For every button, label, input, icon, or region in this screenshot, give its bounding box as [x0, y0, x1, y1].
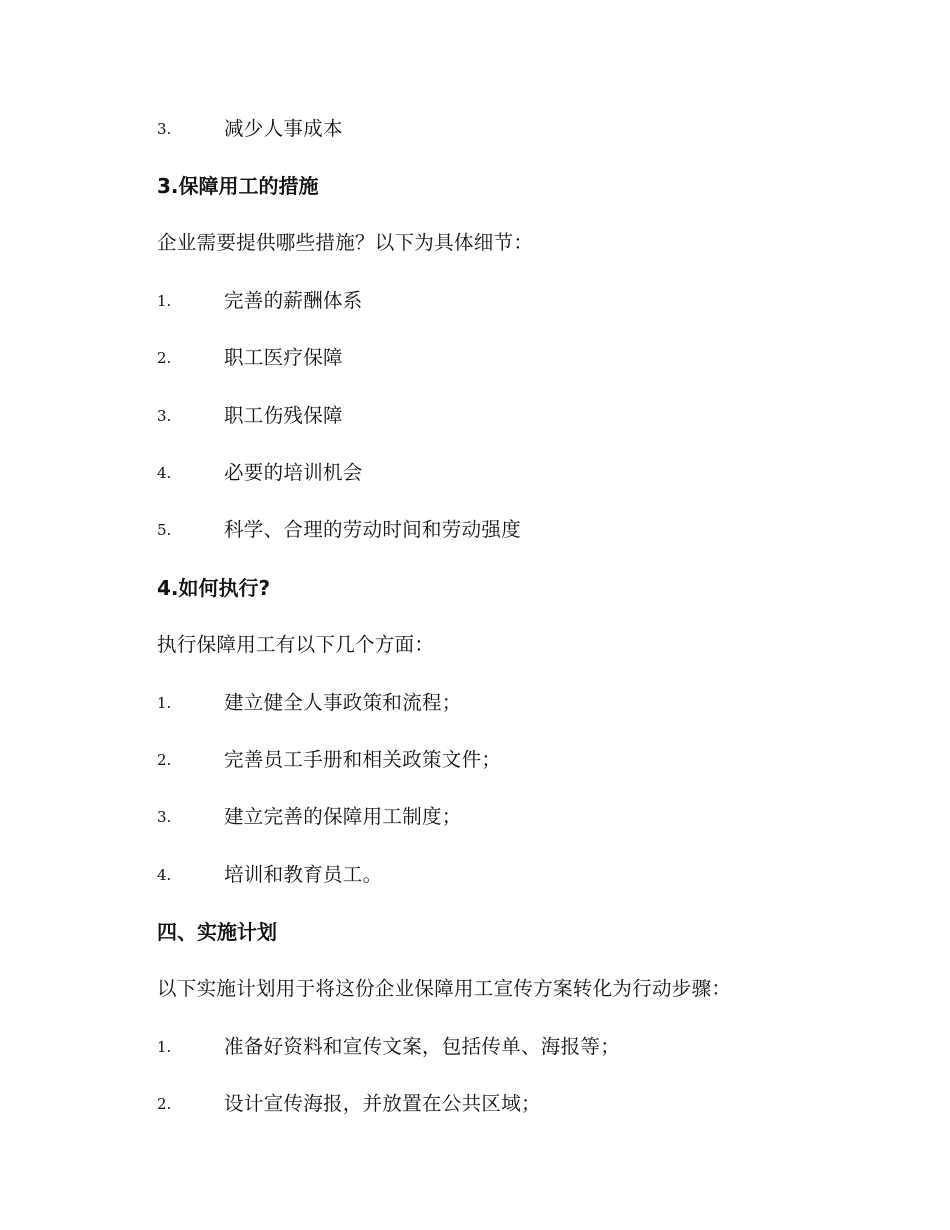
list-item-number: 1.	[157, 1038, 172, 1056]
list-item-text: 减少人事成本	[224, 117, 343, 140]
list-item-number: 1.	[157, 694, 172, 712]
list-item-text: 建立完善的保障用工制度；	[224, 805, 462, 828]
list-item-number: 5.	[157, 521, 172, 539]
list-item-text: 科学、合理的劳动时间和劳动强度	[224, 518, 522, 541]
list-item-text: 准备好资料和宣传文案，包括传单、海报等；	[224, 1035, 621, 1058]
list-item-text: 培训和教育员工。	[224, 863, 383, 886]
part-heading: 四、实施计划	[157, 920, 277, 944]
list-item-text: 建立健全人事政策和流程；	[224, 691, 462, 714]
list-item-number: 2.	[157, 349, 172, 367]
list-item-text: 职工伤残保障	[224, 404, 343, 427]
list-item-text: 职工医疗保障	[224, 346, 343, 369]
list-item-number: 4.	[157, 866, 172, 884]
section-heading: 4.如何执行?	[157, 576, 271, 600]
section-intro: 执行保障用工有以下几个方面：	[157, 633, 435, 656]
list-item-number: 3.	[157, 407, 172, 425]
list-item-text: 设计宣传海报，并放置在公共区域；	[224, 1092, 541, 1115]
list-item-text: 完善员工手册和相关政策文件；	[224, 748, 502, 771]
list-item-number: 1.	[157, 292, 172, 310]
list-item-text: 完善的薪酬体系	[224, 289, 363, 312]
list-item-number: 2.	[157, 1095, 172, 1113]
list-item-number: 2.	[157, 751, 172, 769]
list-item-number: 3.	[157, 120, 172, 138]
section-heading: 3.保障用工的措施	[157, 174, 319, 198]
section-intro: 企业需要提供哪些措施？以下为具体细节：	[157, 231, 534, 254]
part-intro: 以下实施计划用于将这份企业保障用工宣传方案转化为行动步骤：	[157, 977, 732, 1000]
list-item-number: 3.	[157, 808, 172, 826]
list-item-number: 4.	[157, 464, 172, 482]
list-item-text: 必要的培训机会	[224, 461, 363, 484]
